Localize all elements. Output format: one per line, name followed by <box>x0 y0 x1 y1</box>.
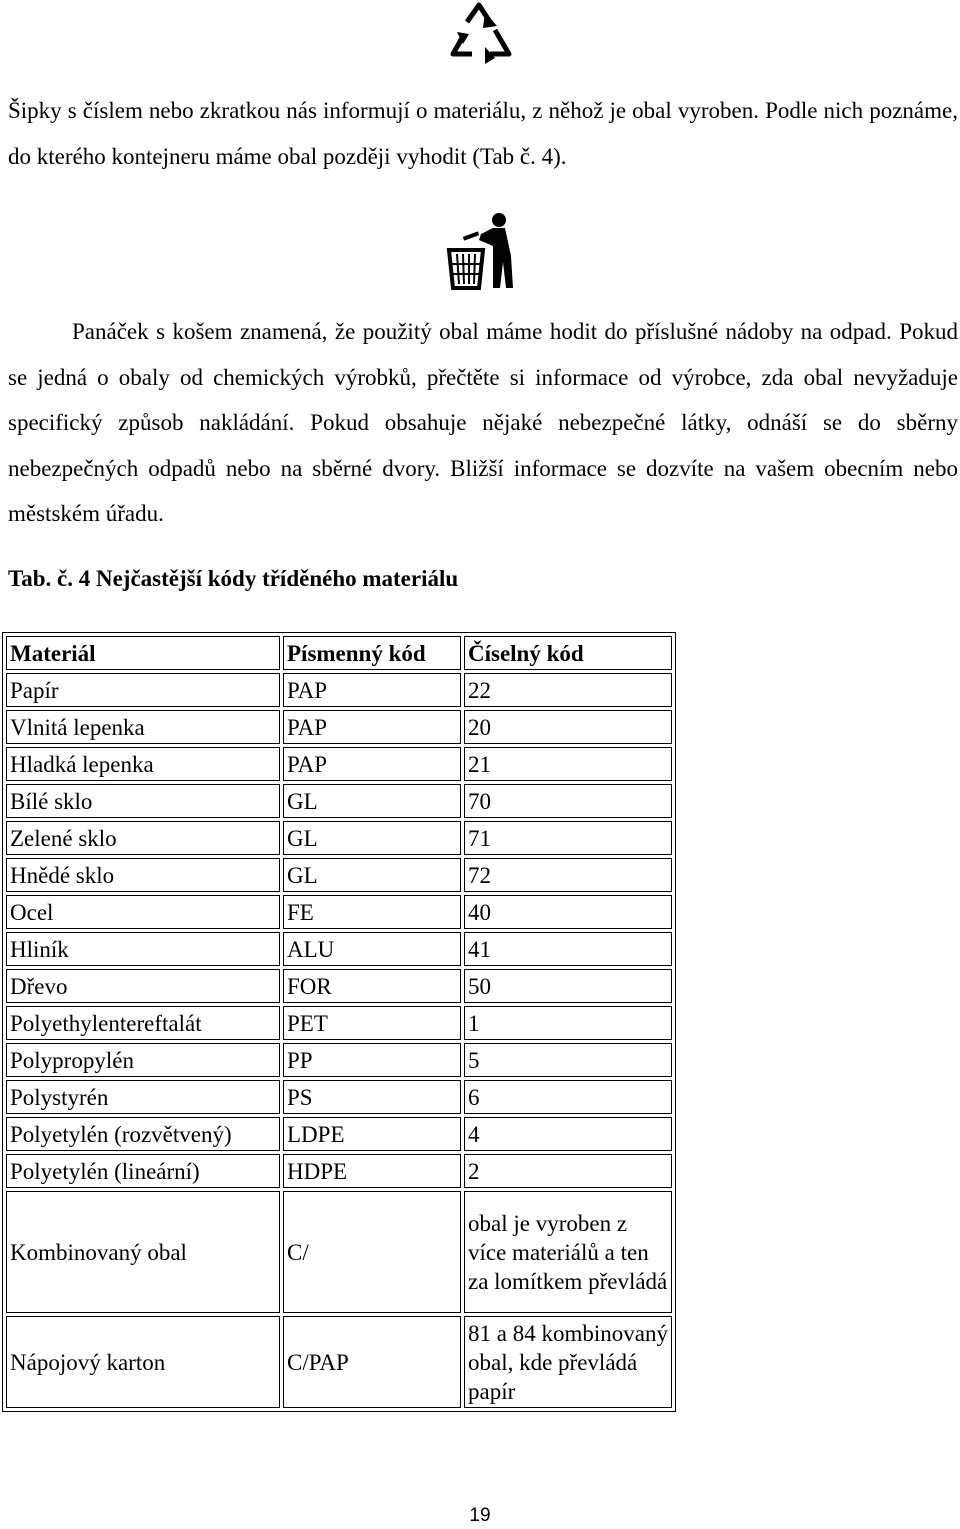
table-row <box>6 1080 672 1114</box>
table-row <box>6 747 672 781</box>
cell-material: Polyethylentereftalát <box>6 1006 280 1040</box>
cell-material: Hliník <box>6 932 280 966</box>
cell-material: Polystyrén <box>6 1080 280 1114</box>
header-material: Materiál <box>6 636 280 670</box>
cell-letter-code: C/PAP <box>283 1316 461 1408</box>
tidyman-icon <box>443 212 519 290</box>
codes-table <box>2 632 676 1412</box>
cell-letter-code: PAP <box>283 710 461 744</box>
cell-number-code: 20 <box>464 710 672 744</box>
cell-material: Vlnitá lepenka <box>6 710 280 744</box>
header-letter-code: Písmenný kód <box>283 636 461 670</box>
cell-letter-code: HDPE <box>283 1154 461 1188</box>
cell-material: Polypropylén <box>6 1043 280 1077</box>
cell-material: Polyetylén (rozvětvený) <box>6 1117 280 1151</box>
cell-material: Papír <box>6 673 280 707</box>
cell-letter-code: PAP <box>283 747 461 781</box>
cell-material: Zelené sklo <box>6 821 280 855</box>
table-row <box>6 1117 672 1151</box>
table-row <box>6 710 672 744</box>
cell-number-code: 21 <box>464 747 672 781</box>
cell-number-code: 2 <box>464 1154 672 1188</box>
table-row <box>6 895 672 929</box>
page-number: 19 <box>469 1505 491 1526</box>
table-row <box>6 858 672 892</box>
cell-number-code: 81 a 84 kombinovaný obal, kde převládá papír <box>464 1316 672 1408</box>
cell-number-code: 40 <box>464 895 672 929</box>
cell-material: Hladká lepenka <box>6 747 280 781</box>
cell-letter-code: PS <box>283 1080 461 1114</box>
cell-material: Dřevo <box>6 969 280 1003</box>
cell-number-code: 4 <box>464 1117 672 1151</box>
cell-material: Bílé sklo <box>6 784 280 818</box>
table-row <box>6 673 672 707</box>
cell-number-code: 22 <box>464 673 672 707</box>
cell-letter-code: GL <box>283 858 461 892</box>
table-row <box>6 784 672 818</box>
tidyman-paragraph: Panáček s košem znamená, že použitý obal máme hodit do příslušné nádoby na odpad. Pokud se jedná o obaly od chemických výrobků, přečtěte si informace od výrobce, zda obal nevyžaduje specifický způsob nakládání. Pokud obsahuje nějaké nebezpečné látky, odnáší se do sběrny nebezpečných odpadů nebo na sběrné dvory. Bližší informace se dozvíte na vašem obecním nebo městském úřadu. <box>8 319 958 526</box>
cell-number-code: 6 <box>464 1080 672 1114</box>
table-row <box>6 1191 672 1313</box>
cell-number-code: 71 <box>464 821 672 855</box>
cell-material: Polyetylén (lineární) <box>6 1154 280 1188</box>
cell-material: Kombinovaný obal <box>6 1191 280 1313</box>
cell-letter-code: PAP <box>283 673 461 707</box>
cell-number-code: 70 <box>464 784 672 818</box>
cell-letter-code: GL <box>283 821 461 855</box>
cell-material: Nápojový karton <box>6 1316 280 1408</box>
cell-number-code: 50 <box>464 969 672 1003</box>
table-header-row <box>6 636 672 670</box>
cell-number-code: 1 <box>464 1006 672 1040</box>
table-caption: Tab. č. 4 Nejčastější kódy tříděného materiálu <box>8 566 459 591</box>
header-number-code: Číselný kód <box>464 636 672 670</box>
cell-material: Ocel <box>6 895 280 929</box>
cell-letter-code: GL <box>283 784 461 818</box>
cell-number-code: 41 <box>464 932 672 966</box>
recycle-icon <box>443 0 519 70</box>
cell-letter-code: ALU <box>283 932 461 966</box>
cell-letter-code: PP <box>283 1043 461 1077</box>
cell-letter-code: LDPE <box>283 1117 461 1151</box>
table-row <box>6 1154 672 1188</box>
intro-paragraph: Šipky s číslem nebo zkratkou nás informují o materiálu, z něhož je obal vyroben. Podle nich poznáme, do kterého kontejneru máme obal později vyhodit (Tab č. 4). <box>8 98 958 169</box>
cell-letter-code: PET <box>283 1006 461 1040</box>
table-row <box>6 1043 672 1077</box>
table-row <box>6 969 672 1003</box>
cell-number-code: obal je vyroben z více materiálů a ten za lomítkem převládá <box>464 1191 672 1313</box>
cell-number-code: 5 <box>464 1043 672 1077</box>
table-row <box>6 932 672 966</box>
cell-material: Hnědé sklo <box>6 858 280 892</box>
table-row <box>6 1006 672 1040</box>
table-row <box>6 821 672 855</box>
cell-letter-code: FOR <box>283 969 461 1003</box>
cell-number-code: 72 <box>464 858 672 892</box>
cell-letter-code: FE <box>283 895 461 929</box>
cell-letter-code: C/ <box>283 1191 461 1313</box>
table-row <box>6 1316 672 1408</box>
